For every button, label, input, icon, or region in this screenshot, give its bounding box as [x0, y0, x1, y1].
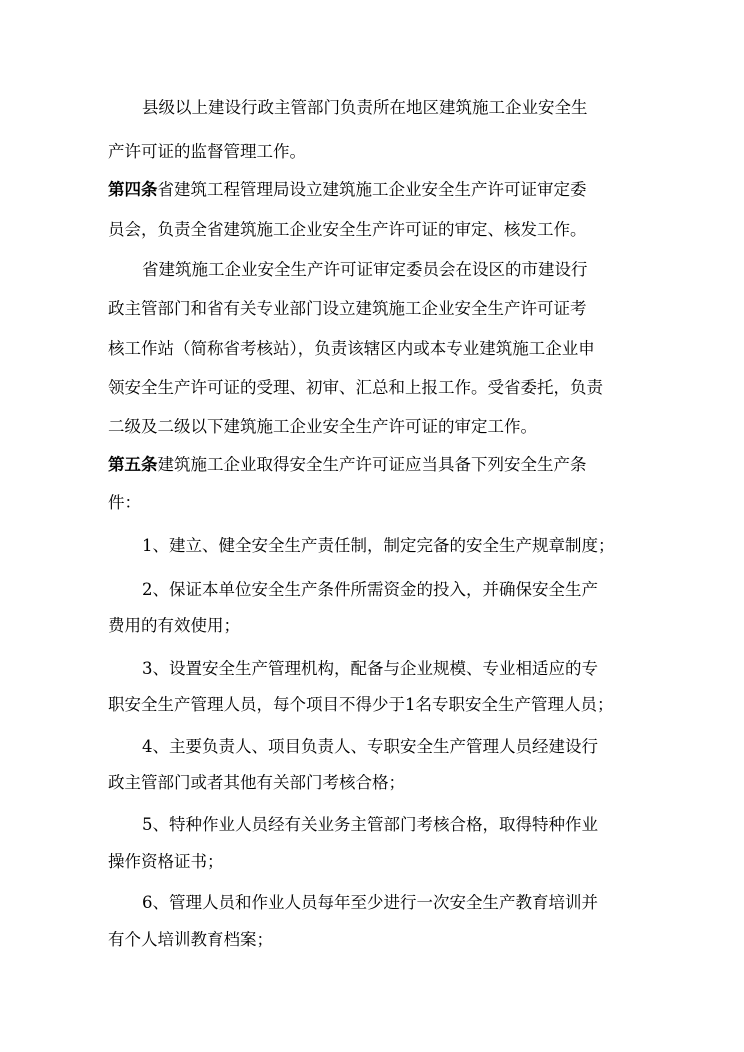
- list-item-line: 有个人培训教育档案；: [108, 930, 273, 949]
- list-item-line: 费用的有效使用；: [108, 616, 240, 635]
- article-heading: 第五条: [108, 455, 158, 474]
- paragraph-line: 二级及二级以下建筑施工企业安全生产许可证的审定工作。: [108, 417, 537, 436]
- article-text: 省建筑工程管理局设立建筑施工企业安全生产许可证审定委: [157, 180, 587, 199]
- article-heading: 第四条: [108, 180, 158, 199]
- list-item-line: 3、设置安全生产管理机构，配备与企业规模、专业相适应的专: [142, 659, 598, 678]
- paragraph-line: 领安全生产许可证的受理、初审、汇总和上报工作。受省委托，负责: [108, 378, 603, 397]
- paragraph-line: 件：: [108, 493, 141, 512]
- list-item-line: 政主管部门或者其他有关部门考核合格；: [108, 773, 405, 792]
- paragraph-line: 产许可证的监督管理工作。: [108, 142, 306, 161]
- paragraph-line: 政主管部门和省有关专业部门设立建筑施工企业安全生产许可证考: [108, 299, 587, 318]
- paragraph-line: 员会，负责全省建筑施工企业安全生产许可证的审定、核发工作。: [108, 220, 587, 239]
- list-item-line: 4、主要负责人、项目负责人、专职安全生产管理人员经建设行: [142, 737, 598, 756]
- list-item-line: 1、建立、健全安全生产责任制，制定完备的安全生产规章制度；: [142, 536, 615, 555]
- list-item-line: 2、保证本单位安全生产条件所需资金的投入，并确保安全生产: [142, 580, 598, 599]
- paragraph-line: 核工作站（简称省考核站），负责该辖区内或本专业建筑施工企业申: [108, 339, 595, 358]
- article-line: [108, 178, 587, 202]
- article-text: 建筑施工企业取得安全生产许可证应当具备下列安全生产条: [157, 455, 587, 474]
- paragraph-line: 省建筑施工企业安全生产许可证审定委员会在设区的市建设行: [142, 260, 588, 279]
- article-line: [108, 453, 587, 477]
- list-item-line: 职安全生产管理人员，每个项目不得少于1名专职安全生产管理人员；: [108, 695, 614, 714]
- list-item-line: 操作资格证书；: [108, 852, 224, 871]
- paragraph-line: 县级以上建设行政主管部门负责所在地区建筑施工企业安全生: [142, 98, 588, 117]
- list-item-line: 5、特种作业人员经有关业务主管部门考核合格，取得特种作业: [142, 815, 598, 834]
- list-item-line: 6、管理人员和作业人员每年至少进行一次安全生产教育培训并: [142, 893, 598, 912]
